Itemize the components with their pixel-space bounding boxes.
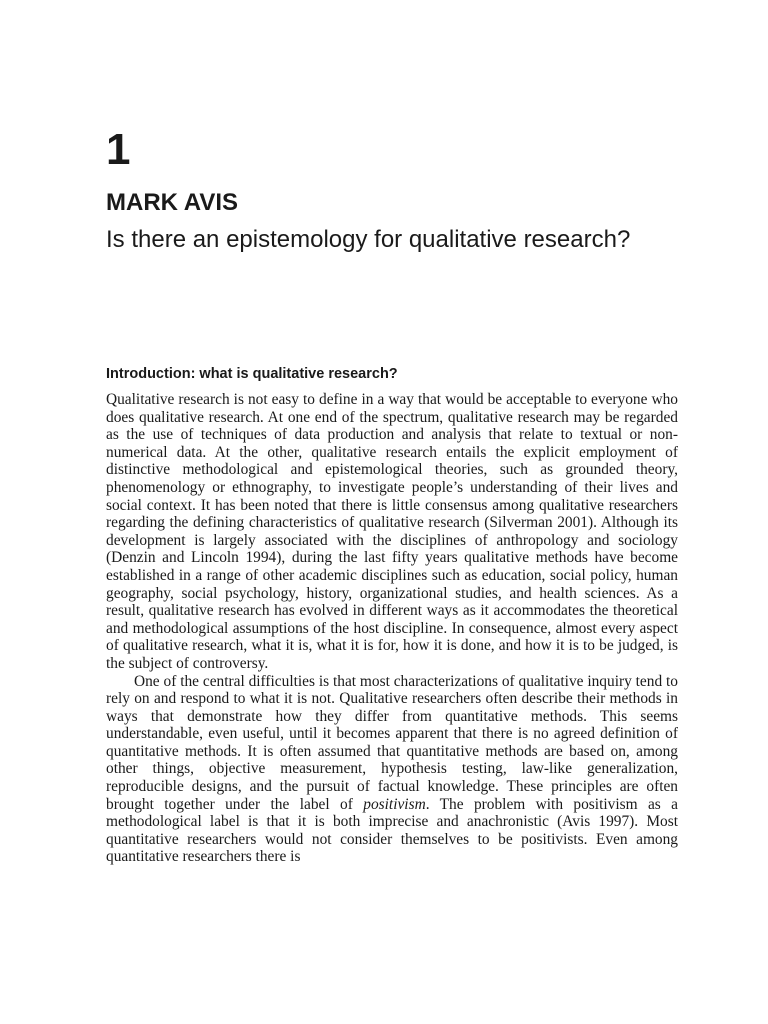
positivism-term: positivism: [363, 795, 426, 813]
paragraph-2: [106, 673, 678, 867]
chapter-number: 1: [106, 125, 131, 174]
body-text: [106, 391, 678, 866]
section-heading: Introduction: what is qualitative research?: [106, 366, 398, 382]
paragraph-1: Qualitative research is not easy to define in a way that would be acceptable to everyone who does qualitative research. At one end of the spectrum, qualitative research may be regarded as the use of techniques of data production and analysis that relate to textual or non-numerical data. At the other, qualitative research entails the explicit employment of distinctive methodological and epistemological theories, such as grounded theory, phenomenology or ethnography, to investigate people’s understanding of their lives and social context. It has been noted that there is little consensus among qualitative researchers regarding the defining characteristics of qualitative research (Silverman 2001). Although its development is largely associated with the disciplines of anthropology and sociology (Denzin and Lincoln 1994), during the last fifty years qualitative methods have become established in a range of other academic disciplines such as education, social policy, human geography, social psychology, history, organizational studies, and health sciences. As a result, qualitative research has evolved in different ways as it accommodates the theoretical and methodological assumptions of the host discipline. In consequence, almost every aspect of qualitative research, what it is, what it is for, how it is done, and how it is to be judged, is the subject of controversy.: [106, 391, 678, 672]
paragraph-2-text-b: . The problem with positivism as a methodological label is that it is both imprecise and anachronistic (Avis 1997). Most quantitative researchers would not consider themselves to be positivists. Even among quantitative researchers there is: [106, 795, 679, 866]
paragraph-2-text-a: One of the central difficulties is that most characterizations of qualitative inquiry tend to rely on and respond to what it is not. Qualitative researchers often describe their methods in ways that demonstrate how they differ from quantitative methods. This seems understandable, even useful, until it becomes apparent that there is no agreed definition of quantitative methods. It is often assumed that quantitative methods are based on, among other things, objective measurement, hypothesis testing, law-like generalization, reproducible designs, and the pursuit of factual knowledge. These principles are often brought together under the label of: [106, 672, 678, 813]
chapter-title: Is there an epistemology for qualitative research?: [106, 226, 631, 253]
chapter-author: MARK AVIS: [106, 189, 238, 216]
